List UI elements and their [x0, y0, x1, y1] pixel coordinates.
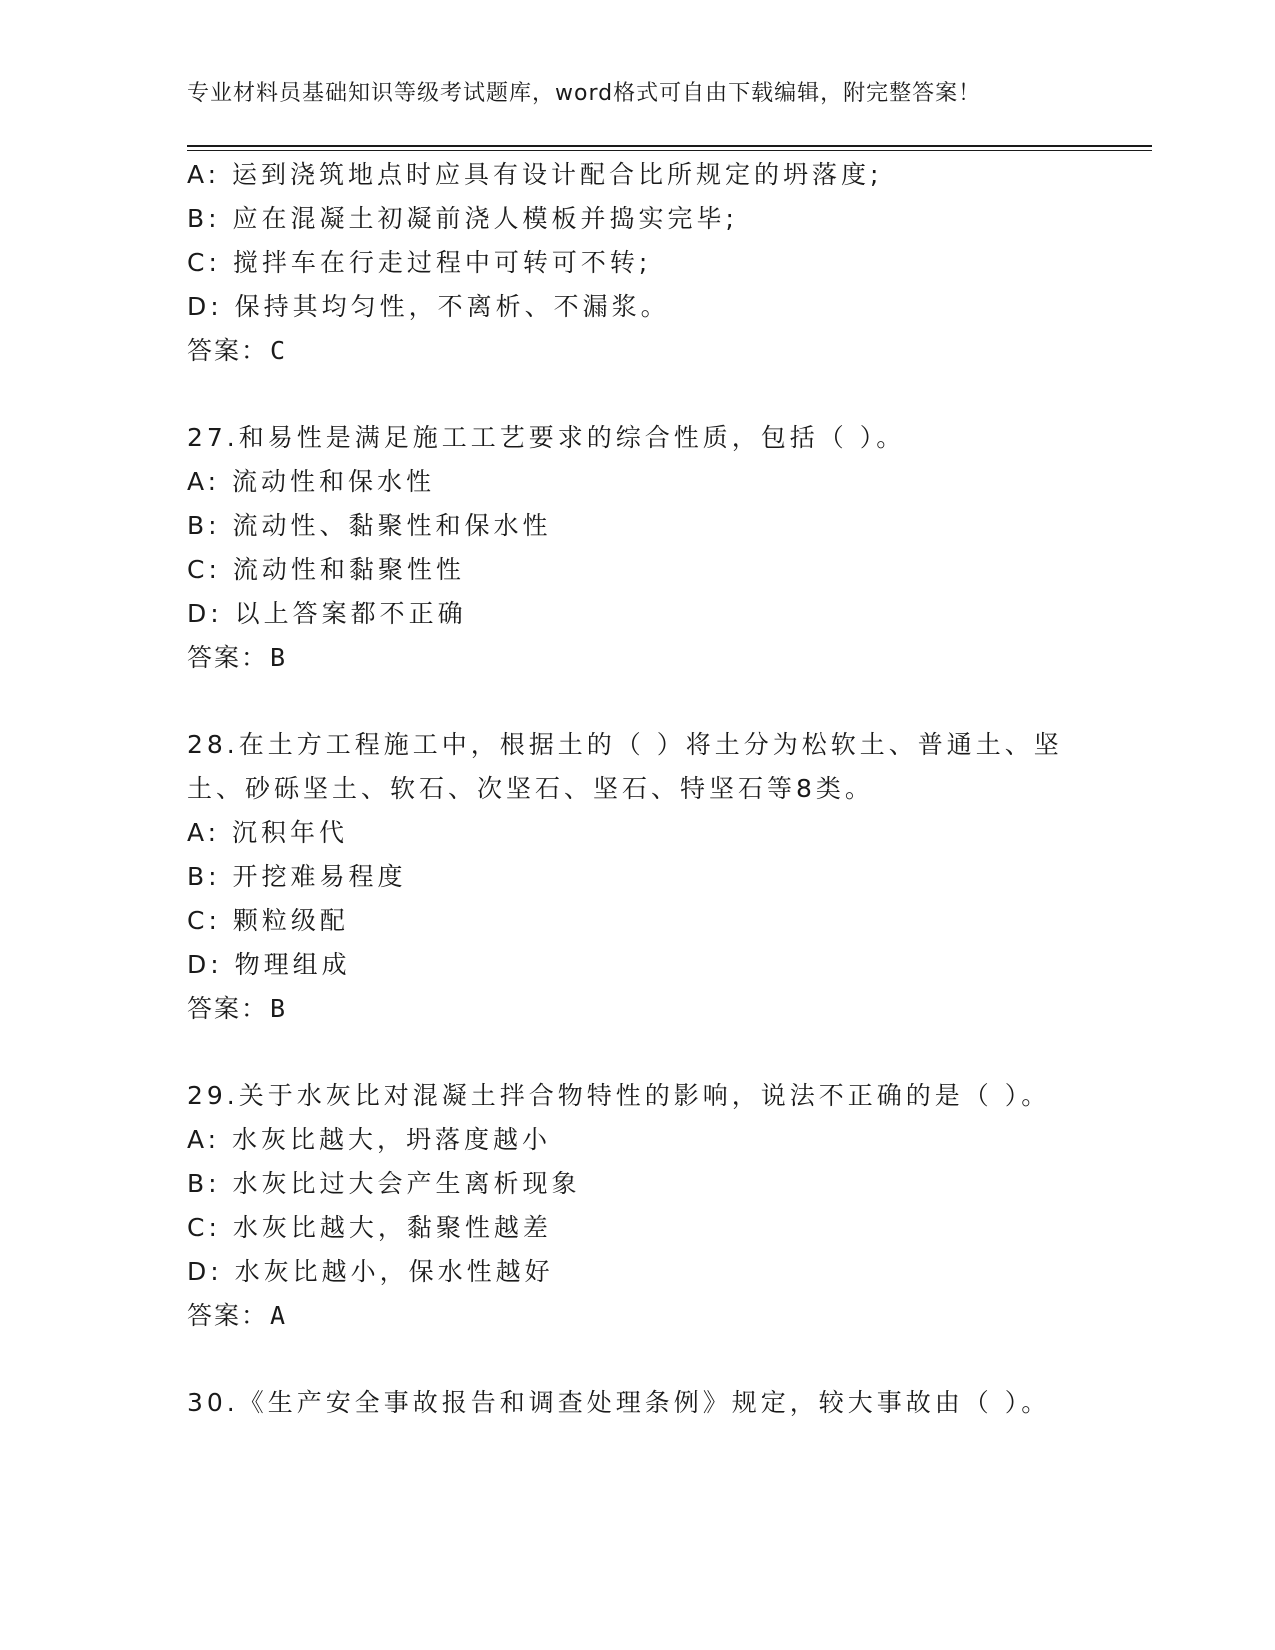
answer-line	[187, 1301, 287, 1331]
option-b: B: 水灰比过大会产生离析现象	[187, 1169, 581, 1198]
answer-label: 答案：	[187, 336, 269, 365]
option-b: B: 开挖难易程度	[187, 862, 407, 891]
answer-line	[187, 994, 287, 1024]
answer-value: B	[270, 994, 288, 1023]
answer-line	[187, 336, 287, 366]
option-d: D: 以上答案都不正确	[187, 599, 467, 628]
question-text: 30.《生产安全事故报告和调查处理条例》规定，较大事故由（ ）。	[187, 1388, 1051, 1417]
option-c: C: 水灰比越大，黏聚性越差	[187, 1213, 552, 1242]
header-rule-thin	[187, 150, 1152, 151]
option-a: A: 沉积年代	[187, 818, 349, 847]
option-c: C: 搅拌车在行走过程中可转可不转;	[187, 248, 652, 277]
question-text: 27.和易性是满足施工工艺要求的综合性质，包括（ ）。	[187, 423, 906, 452]
answer-value: C	[270, 336, 288, 365]
question-text: 29.关于水灰比对混凝土拌合物特性的影响，说法不正确的是（ ）。	[187, 1081, 1051, 1110]
question-text-cont: 土、砂砾坚土、软石、次坚石、坚石、特坚石等8类。	[187, 774, 874, 803]
page-header: 专业材料员基础知识等级考试题库，word格式可自由下载编辑，附完整答案！	[187, 81, 982, 106]
answer-label: 答案：	[187, 1301, 269, 1330]
option-b: B: 流动性、黏聚性和保水性	[187, 511, 552, 540]
answer-value: B	[270, 643, 288, 672]
option-a: A: 流动性和保水性	[187, 467, 436, 496]
option-d: D: 物理组成	[187, 950, 351, 979]
option-a: A: 水灰比越大，坍落度越小	[187, 1125, 552, 1154]
answer-label: 答案：	[187, 643, 269, 672]
header-rule-thick	[187, 145, 1152, 147]
option-d: D: 保持其均匀性，不离析、不漏浆。	[187, 292, 670, 321]
option-c: C: 流动性和黏聚性性	[187, 555, 465, 584]
answer-value: A	[270, 1301, 288, 1330]
option-c: C: 颗粒级配	[187, 906, 349, 935]
question-text: 28.在土方工程施工中，根据土的（ ）将土分为松软土、普通土、坚	[187, 730, 1063, 759]
answer-label: 答案：	[187, 994, 269, 1023]
option-a: A: 运到浇筑地点时应具有设计配合比所规定的坍落度;	[187, 160, 883, 189]
option-b: B: 应在混凝土初凝前浇人模板并捣实完毕;	[187, 204, 738, 233]
option-d: D: 水灰比越小，保水性越好	[187, 1257, 554, 1286]
answer-line	[187, 643, 287, 673]
